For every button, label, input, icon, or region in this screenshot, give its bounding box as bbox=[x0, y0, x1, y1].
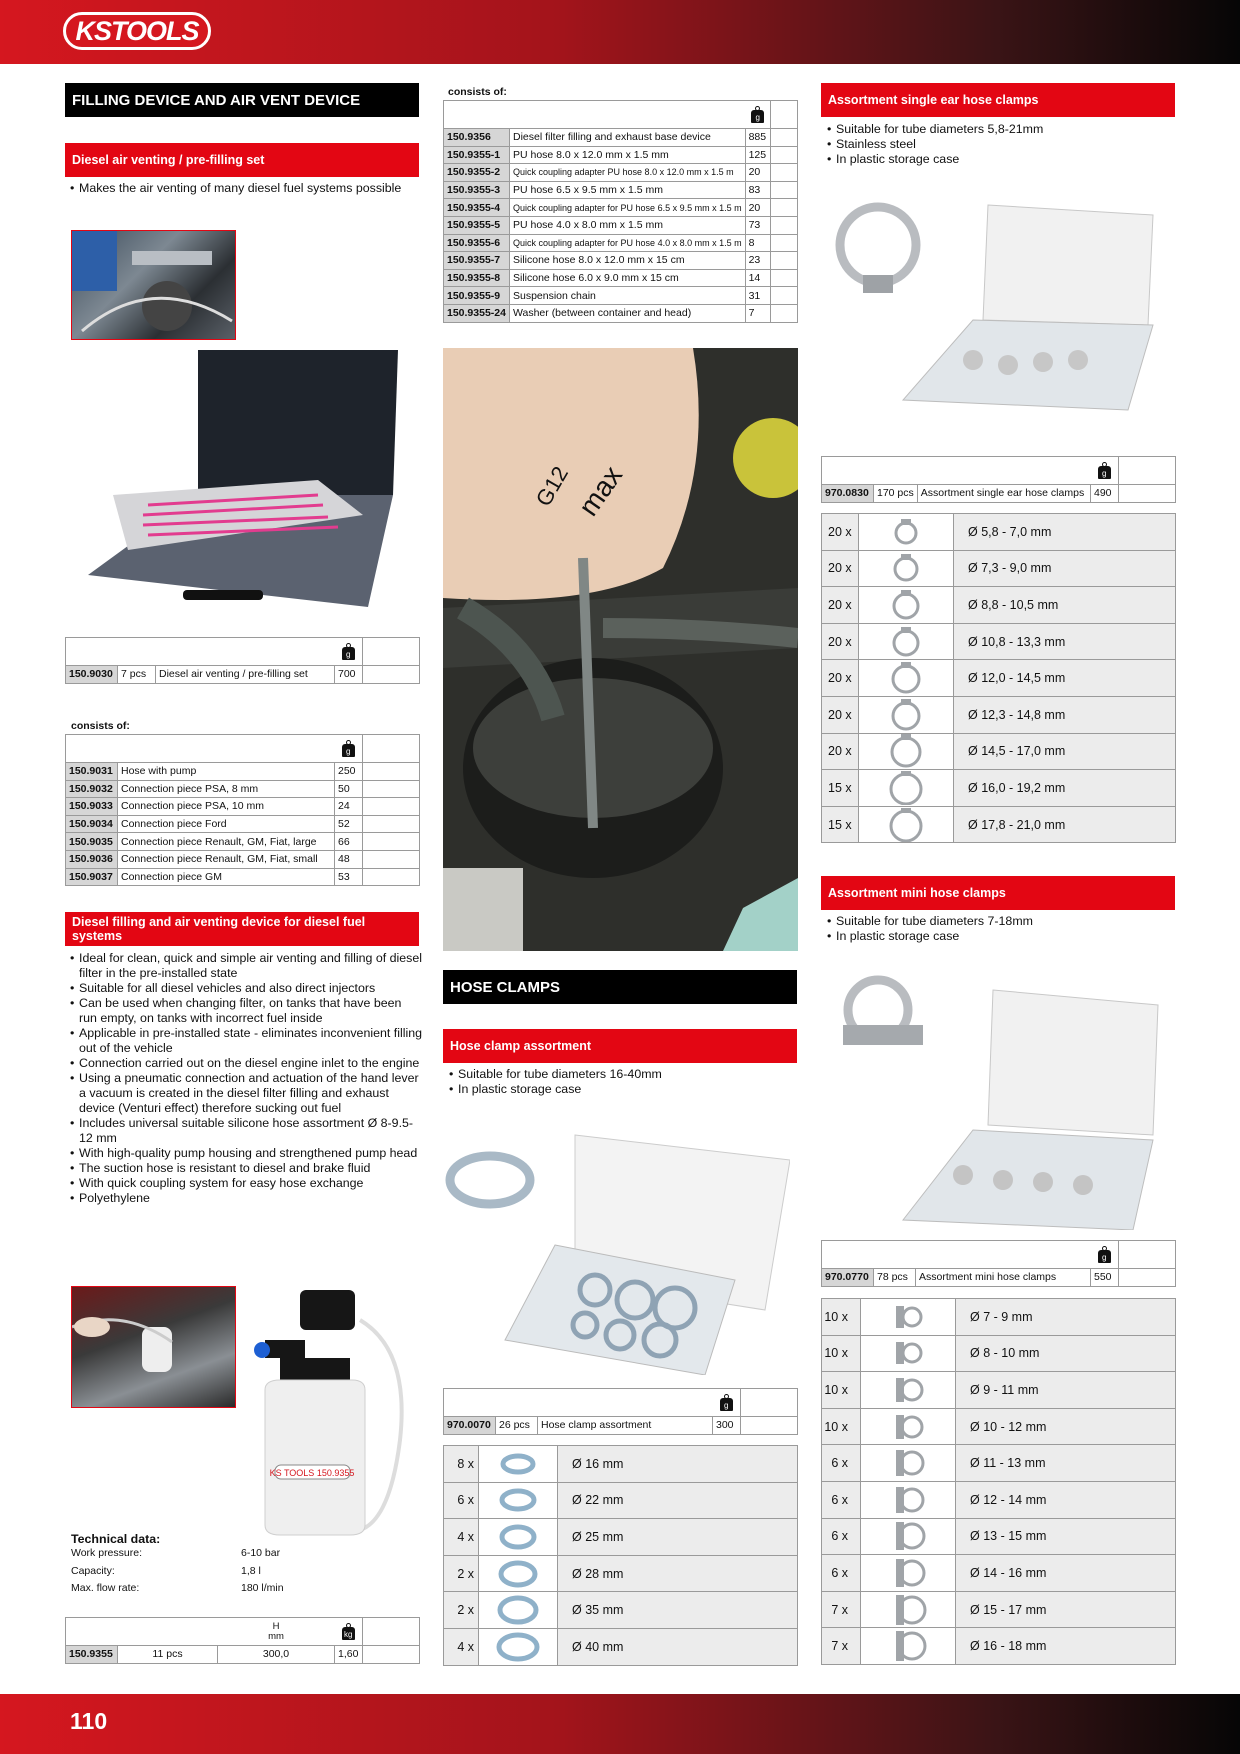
part-code: 150.9355-9 bbox=[444, 287, 510, 305]
ear-clamp-icon bbox=[858, 587, 954, 623]
part-desc: PU hose 6.5 x 9.5 mm x 1.5 mm bbox=[509, 181, 745, 199]
ear-clamp-icon bbox=[858, 770, 954, 806]
size-dia: Ø 7,3 - 9,0 mm bbox=[968, 561, 1052, 576]
part-desc: Connection piece Renault, GM, Fiat, large bbox=[118, 833, 335, 851]
bullet: • Suitable for all diesel vehicles and also direct injectors bbox=[70, 981, 422, 996]
size-dia: Ø 11 - 13 mm bbox=[970, 1456, 1046, 1471]
weight-icon: g bbox=[1098, 466, 1111, 479]
size-qty: 20 x bbox=[828, 744, 852, 759]
size-qty: 20 x bbox=[828, 597, 852, 612]
size-qty: 10 x bbox=[824, 1419, 848, 1434]
part-code: 150.9355-2 bbox=[444, 164, 510, 182]
part-desc: PU hose 4.0 x 8.0 mm x 1.5 mm bbox=[509, 216, 745, 234]
ear-clamp-icon bbox=[858, 697, 954, 733]
part-code: 150.9032 bbox=[66, 780, 118, 798]
worm-clamp-icon bbox=[478, 1629, 558, 1665]
weight-icon: g bbox=[1098, 1250, 1111, 1263]
weight-cell: 300 bbox=[713, 1417, 741, 1435]
part-weight: 250 bbox=[335, 763, 363, 781]
part-weight: 24 bbox=[335, 798, 363, 816]
size-qty: 15 x bbox=[828, 780, 852, 795]
size-dia: Ø 13 - 15 mm bbox=[970, 1529, 1047, 1544]
product-title-venting-set: Diesel air venting / pre-filling set bbox=[65, 143, 419, 177]
part-weight: 125 bbox=[745, 146, 771, 164]
bullet: • Stainless steel bbox=[827, 137, 1172, 152]
mini-clamp-icon bbox=[860, 1372, 956, 1408]
parts-table-150-9355 bbox=[443, 100, 798, 323]
weight-icon-kg: kg bbox=[342, 1627, 355, 1640]
size-dia: Ø 10 - 12 mm bbox=[970, 1419, 1047, 1434]
order-table-970-0770 bbox=[821, 1240, 1176, 1287]
tech-value: 180 l/min bbox=[241, 1582, 284, 1595]
part-weight: 52 bbox=[335, 815, 363, 833]
size-qty: 20 x bbox=[828, 524, 852, 539]
worm-clamp-icon bbox=[478, 1592, 558, 1628]
size-qty: 20 x bbox=[828, 561, 852, 576]
size-qty: 10 x bbox=[824, 1309, 848, 1324]
part-code: 150.9035 bbox=[66, 833, 118, 851]
size-row bbox=[821, 807, 1176, 844]
part-weight: 83 bbox=[745, 181, 771, 199]
weight-cell: 550 bbox=[1091, 1269, 1119, 1287]
part-code: 150.9355-7 bbox=[444, 252, 510, 270]
single-ear-case-graphic bbox=[823, 190, 1175, 415]
part-weight: 7 bbox=[745, 304, 771, 322]
device-in-use-graphic bbox=[72, 1287, 236, 1408]
code-cell: 150.9355 bbox=[66, 1646, 118, 1664]
weight-icon: g bbox=[720, 1398, 733, 1411]
mini-clamp-icon bbox=[860, 1336, 956, 1372]
h-header: H bbox=[272, 1620, 280, 1632]
engine-bay-graphic bbox=[72, 231, 236, 340]
size-qty: 20 x bbox=[828, 707, 852, 722]
ear-clamp-icon bbox=[858, 807, 954, 843]
mini-clamp-icon bbox=[860, 1482, 956, 1518]
size-qty: 10 x bbox=[824, 1382, 848, 1397]
part-desc: Quick coupling adapter PU hose 8.0 x 12.0 mm x 1.5 m bbox=[509, 164, 745, 182]
order-table-150-9355 bbox=[65, 1617, 420, 1664]
page-number: 110 bbox=[70, 1708, 108, 1734]
part-desc: Suspension chain bbox=[509, 287, 745, 305]
order-table-970-0830 bbox=[821, 456, 1176, 503]
size-dia: Ø 8,8 - 10,5 mm bbox=[968, 597, 1059, 612]
part-code: 150.9033 bbox=[66, 798, 118, 816]
size-row bbox=[821, 1628, 1176, 1665]
ear-clamp-icon bbox=[858, 514, 954, 550]
bullet: • The suction hose is resistant to diesel and brake fluid bbox=[70, 1161, 422, 1176]
size-qty: 2 x bbox=[457, 1566, 474, 1581]
order-table-970-0070 bbox=[443, 1388, 798, 1435]
size-qty: 6 x bbox=[831, 1529, 848, 1544]
size-dia: Ø 25 mm bbox=[572, 1529, 624, 1544]
part-weight: 53 bbox=[335, 868, 363, 886]
size-dia: Ø 17,8 - 21,0 mm bbox=[968, 817, 1066, 832]
tech-data-title: Technical data: bbox=[71, 1532, 161, 1546]
part-code: 150.9036 bbox=[66, 850, 118, 868]
ear-clamp-icon bbox=[858, 660, 954, 696]
mini-clamp-case-graphic bbox=[823, 960, 1175, 1230]
part-code: 150.9034 bbox=[66, 815, 118, 833]
tech-key: Capacity: bbox=[71, 1564, 115, 1577]
tech-key: Work pressure: bbox=[71, 1547, 142, 1559]
part-code: 150.9355-6 bbox=[444, 234, 510, 252]
bullet: • Can be used when changing filter, on tanks that have been run empty, on tanks with incorrect fuel inside bbox=[70, 996, 422, 1026]
engine-label-max: max bbox=[572, 460, 629, 522]
part-weight: 20 bbox=[745, 164, 771, 182]
part-code: 150.9355-24 bbox=[444, 304, 510, 322]
part-weight: 66 bbox=[335, 833, 363, 851]
tech-value: 1,8 l bbox=[241, 1564, 261, 1577]
filling-device-photo bbox=[240, 1290, 410, 1540]
bullet: • In plastic storage case bbox=[827, 929, 1172, 944]
size-row bbox=[821, 1445, 1176, 1482]
pcs-cell: 26 pcs bbox=[496, 1417, 538, 1435]
part-desc: Silicone hose 6.0 x 9.0 mm x 15 cm bbox=[509, 269, 745, 287]
part-desc: Silicone hose 8.0 x 12.0 mm x 15 cm bbox=[509, 252, 745, 270]
engine-label-g12: G12 bbox=[530, 461, 574, 511]
worm-clamp-icon bbox=[478, 1446, 558, 1482]
bullet: • With quick coupling system for easy hose exchange bbox=[70, 1176, 422, 1191]
mini-clamp-icon bbox=[860, 1299, 956, 1335]
pcs-cell: 11 pcs bbox=[118, 1646, 218, 1664]
size-row bbox=[821, 1555, 1176, 1592]
weight-cell: 490 bbox=[1091, 485, 1119, 503]
product-title-mini-clamps: Assortment mini hose clamps bbox=[821, 876, 1175, 910]
consists-of-label: consists of: bbox=[71, 720, 130, 732]
bullets-filling-device bbox=[70, 951, 422, 1206]
size-dia: Ø 16 mm bbox=[572, 1456, 624, 1471]
mini-clamp-icon bbox=[860, 1519, 956, 1555]
part-desc: Connection piece PSA, 8 mm bbox=[118, 780, 335, 798]
size-row bbox=[443, 1592, 798, 1629]
part-code: 150.9355-3 bbox=[444, 181, 510, 199]
mm-header: mm bbox=[268, 1630, 284, 1642]
desc-cell: Hose clamp assortment bbox=[538, 1417, 713, 1435]
size-row bbox=[821, 514, 1176, 551]
size-dia: Ø 12 - 14 mm bbox=[970, 1492, 1047, 1507]
size-row bbox=[821, 697, 1176, 734]
part-weight: 885 bbox=[745, 129, 771, 147]
size-qty: 4 x bbox=[457, 1639, 474, 1654]
bullet: • Applicable in pre-installed state - eliminates inconvenient filling out of the vehicle bbox=[70, 1026, 422, 1056]
part-weight: 23 bbox=[745, 252, 771, 270]
size-row bbox=[821, 734, 1176, 771]
code-cell: 970.0770 bbox=[822, 1269, 874, 1287]
bullet: • Includes universal suitable silicone hose assortment Ø 8-9.5-12 mm bbox=[70, 1116, 422, 1146]
ear-clamp-icon bbox=[858, 734, 954, 770]
part-weight: 14 bbox=[745, 269, 771, 287]
weight-icon: g bbox=[342, 647, 355, 660]
pcs-cell: 7 pcs bbox=[118, 666, 156, 684]
product-title-single-ear: Assortment single ear hose clamps bbox=[821, 83, 1175, 117]
part-desc: Connection piece PSA, 10 mm bbox=[118, 798, 335, 816]
part-weight: 73 bbox=[745, 216, 771, 234]
size-dia: Ø 12,3 - 14,8 mm bbox=[968, 707, 1066, 722]
size-dia: Ø 7 - 9 mm bbox=[970, 1309, 1033, 1324]
part-weight: 50 bbox=[335, 780, 363, 798]
size-dia: Ø 22 mm bbox=[572, 1493, 624, 1508]
part-weight: 8 bbox=[745, 234, 771, 252]
mini-clamp-icon bbox=[860, 1592, 956, 1628]
part-desc: PU hose 8.0 x 12.0 mm x 1.5 mm bbox=[509, 146, 745, 164]
mini-clamp-icon bbox=[860, 1445, 956, 1481]
order-table-150-9030 bbox=[65, 637, 420, 684]
bullet: • Ideal for clean, quick and simple air venting and filling of diesel filter in the pre-installed state bbox=[70, 951, 422, 981]
bullet: • Suitable for tube diameters 5,8-21mm bbox=[827, 122, 1172, 137]
size-qty: 2 x bbox=[457, 1603, 474, 1618]
size-row bbox=[821, 1299, 1176, 1336]
desc-cell: Assortment mini hose clamps bbox=[916, 1269, 1091, 1287]
hose-clamp-assortment-photo bbox=[445, 1130, 790, 1375]
sizes-grid-970-0770 bbox=[821, 1298, 1176, 1665]
size-row bbox=[821, 660, 1176, 697]
size-row bbox=[443, 1446, 798, 1483]
brand-logo: KSTOOLS bbox=[63, 12, 211, 50]
hose-clamp-case-graphic bbox=[445, 1130, 790, 1375]
bullet: • Suitable for tube diameters 16-40mm bbox=[449, 1067, 794, 1082]
size-row bbox=[821, 1372, 1176, 1409]
part-desc: Quick coupling adapter for PU hose 4.0 x 8.0 mm x 1.5 m bbox=[509, 234, 745, 252]
bullet: • Polyethylene bbox=[70, 1191, 422, 1206]
part-desc: Connection piece GM bbox=[118, 868, 335, 886]
size-dia: Ø 14 - 16 mm bbox=[970, 1565, 1047, 1580]
size-dia: Ø 16,0 - 19,2 mm bbox=[968, 780, 1066, 795]
part-code: 150.9037 bbox=[66, 868, 118, 886]
part-weight: 31 bbox=[745, 287, 771, 305]
bullet: • In plastic storage case bbox=[449, 1082, 794, 1097]
part-code: 150.9356 bbox=[444, 129, 510, 147]
size-qty: 20 x bbox=[828, 634, 852, 649]
size-row bbox=[821, 770, 1176, 807]
device-in-use-photo bbox=[71, 1286, 236, 1408]
mini-clamp-assortment-photo bbox=[823, 960, 1175, 1230]
desc-cell: Assortment single ear hose clamps bbox=[917, 485, 1090, 503]
size-row bbox=[821, 1519, 1176, 1556]
mini-clamp-icon bbox=[860, 1555, 956, 1591]
weight-cell: 1,60 bbox=[335, 1646, 363, 1664]
size-qty: 6 x bbox=[831, 1565, 848, 1580]
pcs-cell: 170 pcs bbox=[874, 485, 918, 503]
worm-clamp-icon bbox=[478, 1519, 558, 1555]
size-row bbox=[443, 1519, 798, 1556]
size-row bbox=[821, 624, 1176, 661]
section-title-filling: FILLING DEVICE AND AIR VENT DEVICE bbox=[65, 83, 419, 117]
part-code: 150.9355-5 bbox=[444, 216, 510, 234]
size-dia: Ø 5,8 - 7,0 mm bbox=[968, 524, 1052, 539]
size-qty: 8 x bbox=[457, 1456, 474, 1471]
part-weight: 48 bbox=[335, 850, 363, 868]
height-cell: 300,0 bbox=[218, 1646, 335, 1664]
parts-table-150-9030 bbox=[65, 734, 420, 886]
size-qty: 20 x bbox=[828, 671, 852, 686]
size-row bbox=[821, 1409, 1176, 1446]
size-dia: Ø 9 - 11 mm bbox=[970, 1382, 1039, 1397]
size-qty: 10 x bbox=[824, 1346, 848, 1361]
engine-graphic bbox=[443, 348, 798, 951]
size-dia: Ø 28 mm bbox=[572, 1566, 624, 1581]
weight-icon: g bbox=[751, 110, 764, 123]
size-dia: Ø 8 - 10 mm bbox=[970, 1346, 1040, 1361]
code-cell: 970.0070 bbox=[444, 1417, 496, 1435]
size-dia: Ø 35 mm bbox=[572, 1603, 624, 1618]
product-title-hose-clamp-assortment: Hose clamp assortment bbox=[443, 1029, 797, 1063]
diesel-filter-engine-photo bbox=[443, 348, 798, 951]
weight-icon: g bbox=[342, 744, 355, 757]
pcs-cell: 78 pcs bbox=[874, 1269, 916, 1287]
mini-clamp-icon bbox=[860, 1628, 956, 1664]
bullet: • Suitable for tube diameters 7-18mm bbox=[827, 914, 1172, 929]
consists-of-label: consists of: bbox=[448, 86, 507, 98]
tech-value: 6-10 bar bbox=[241, 1547, 281, 1559]
part-code: 150.9355-8 bbox=[444, 269, 510, 287]
part-desc: Connection piece Renault, GM, Fiat, small bbox=[118, 850, 335, 868]
bullet: • In plastic storage case bbox=[827, 152, 1172, 167]
sizes-grid-970-0830 bbox=[821, 513, 1176, 843]
single-ear-assortment-photo bbox=[823, 190, 1175, 415]
sizes-grid-970-0070 bbox=[443, 1445, 798, 1666]
size-row bbox=[443, 1483, 798, 1520]
code-cell: 150.9030 bbox=[66, 666, 118, 684]
size-row bbox=[821, 1336, 1176, 1373]
size-dia: Ø 12,0 - 14,5 mm bbox=[968, 671, 1066, 686]
size-row bbox=[443, 1629, 798, 1666]
size-dia: Ø 16 - 18 mm bbox=[970, 1639, 1047, 1654]
bullets-venting-set bbox=[70, 181, 415, 196]
mini-clamp-icon bbox=[860, 1409, 956, 1445]
size-dia: Ø 14,5 - 17,0 mm bbox=[968, 744, 1066, 759]
bullet: • Connection carried out on the diesel engine inlet to the engine bbox=[70, 1056, 422, 1071]
size-row bbox=[821, 551, 1176, 588]
desc-cell: Diesel air venting / pre-filling set bbox=[156, 666, 335, 684]
svg-text:KS TOOLS 150.9355: KS TOOLS 150.9355 bbox=[269, 1468, 355, 1478]
bullet: • With high-quality pump housing and strengthened pump head bbox=[70, 1146, 422, 1161]
part-code: 150.9355-4 bbox=[444, 199, 510, 217]
size-row bbox=[821, 1482, 1176, 1519]
size-qty: 6 x bbox=[831, 1456, 848, 1471]
size-qty: 6 x bbox=[831, 1492, 848, 1507]
section-title-hose-clamps: HOSE CLAMPS bbox=[443, 970, 797, 1004]
part-code: 150.9031 bbox=[66, 763, 118, 781]
venting-set-case-photo bbox=[88, 345, 398, 627]
size-qty: 6 x bbox=[457, 1493, 474, 1508]
engine-bay-photo bbox=[71, 230, 236, 340]
size-qty: 7 x bbox=[831, 1639, 848, 1654]
bullets-mini-clamps bbox=[827, 914, 1172, 944]
bullet: • Using a pneumatic connection and actuation of the hand lever a vacuum is created in the diesel filter filling and exhaust device (Venturi effect) therefore sucking out fuel bbox=[70, 1071, 422, 1116]
size-qty: 4 x bbox=[457, 1529, 474, 1544]
ear-clamp-icon bbox=[858, 624, 954, 660]
weight-cell: 700 bbox=[335, 666, 363, 684]
filling-device-graphic bbox=[240, 1290, 410, 1540]
size-qty: 7 x bbox=[831, 1602, 848, 1617]
code-cell: 970.0830 bbox=[822, 485, 874, 503]
footer-band bbox=[0, 1694, 1240, 1754]
part-desc: Hose with pump bbox=[118, 763, 335, 781]
bullet: • Makes the air venting of many diesel fuel systems possible bbox=[70, 181, 415, 196]
ear-clamp-icon bbox=[858, 551, 954, 587]
tech-values bbox=[241, 1545, 391, 1598]
worm-clamp-icon bbox=[478, 1556, 558, 1592]
size-dia: Ø 10,8 - 13,3 mm bbox=[968, 634, 1066, 649]
bullets-hose-clamp-assortment bbox=[449, 1067, 794, 1097]
part-desc: Quick coupling adapter for PU hose 6.5 x 9.5 mm x 1.5 m bbox=[509, 199, 745, 217]
case-graphic bbox=[88, 345, 398, 627]
part-desc: Washer (between container and head) bbox=[509, 304, 745, 322]
size-dia: Ø 15 - 17 mm bbox=[970, 1602, 1047, 1617]
worm-clamp-icon bbox=[478, 1483, 558, 1519]
product-title-filling-device: Diesel filling and air venting device for diesel fuel systems bbox=[65, 912, 419, 946]
size-dia: Ø 40 mm bbox=[572, 1639, 624, 1654]
size-qty: 15 x bbox=[828, 817, 852, 832]
tech-key: Max. flow rate: bbox=[71, 1582, 140, 1595]
part-desc: Connection piece Ford bbox=[118, 815, 335, 833]
bullets-single-ear bbox=[827, 122, 1172, 167]
size-row bbox=[821, 587, 1176, 624]
part-weight: 20 bbox=[745, 199, 771, 217]
part-desc: Diesel filter filling and exhaust base device bbox=[509, 129, 745, 147]
size-row bbox=[443, 1556, 798, 1593]
part-code: 150.9355-1 bbox=[444, 146, 510, 164]
size-row bbox=[821, 1592, 1176, 1629]
